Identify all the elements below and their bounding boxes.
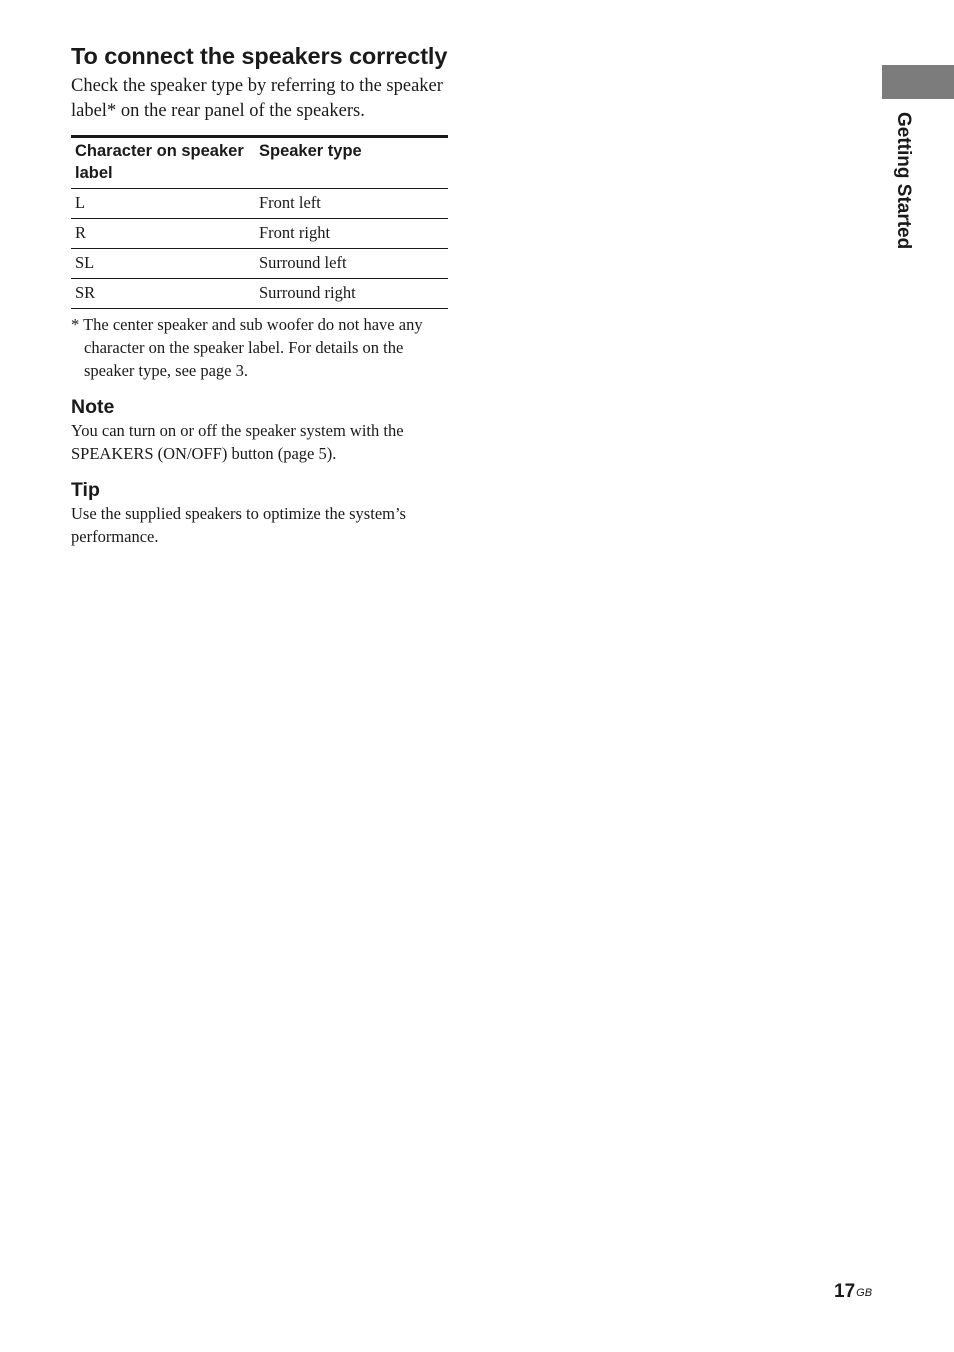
table-cell-type: Front right	[255, 219, 448, 249]
table-header-character: Character on speaker label	[71, 137, 255, 189]
section-tab-marker	[882, 65, 954, 99]
page-number-value: 17	[834, 1281, 856, 1302]
table-cell-type: Front left	[255, 189, 448, 219]
table-cell-type: Surround right	[255, 279, 448, 309]
tip-heading: Tip	[71, 479, 100, 501]
table-row	[71, 189, 448, 219]
tip-text: Use the supplied speakers to optimize the system’s performance.	[71, 504, 406, 546]
main-content	[71, 44, 448, 548]
table-cell-character: SR	[71, 279, 255, 309]
note-heading: Note	[71, 396, 115, 418]
page-title: To connect the speakers correctly	[71, 43, 448, 69]
table-footnote: * The center speaker and sub woofer do not have any character on the speaker label. For details on the speaker type, see page 3.	[71, 315, 423, 380]
note-text: You can turn on or off the speaker system with the SPEAKERS (ON/OFF) button (page 5).	[71, 421, 404, 463]
table-header-row	[71, 137, 448, 189]
table-row	[71, 219, 448, 249]
intro-paragraph: Check the speaker type by referring to the speaker label* on the rear panel of the speakers.	[71, 76, 443, 121]
table-row	[71, 279, 448, 309]
table-cell-type: Surround left	[255, 249, 448, 279]
table-header-speaker-type: Speaker type	[255, 137, 448, 189]
speaker-type-table	[71, 135, 448, 309]
table-cell-character: L	[71, 189, 255, 219]
table-row	[71, 249, 448, 279]
page-number-suffix: GB	[856, 1287, 873, 1299]
page-number	[834, 1281, 872, 1303]
table-cell-character: SL	[71, 249, 255, 279]
section-label: Getting Started	[893, 112, 914, 250]
table-cell-character: R	[71, 219, 255, 249]
